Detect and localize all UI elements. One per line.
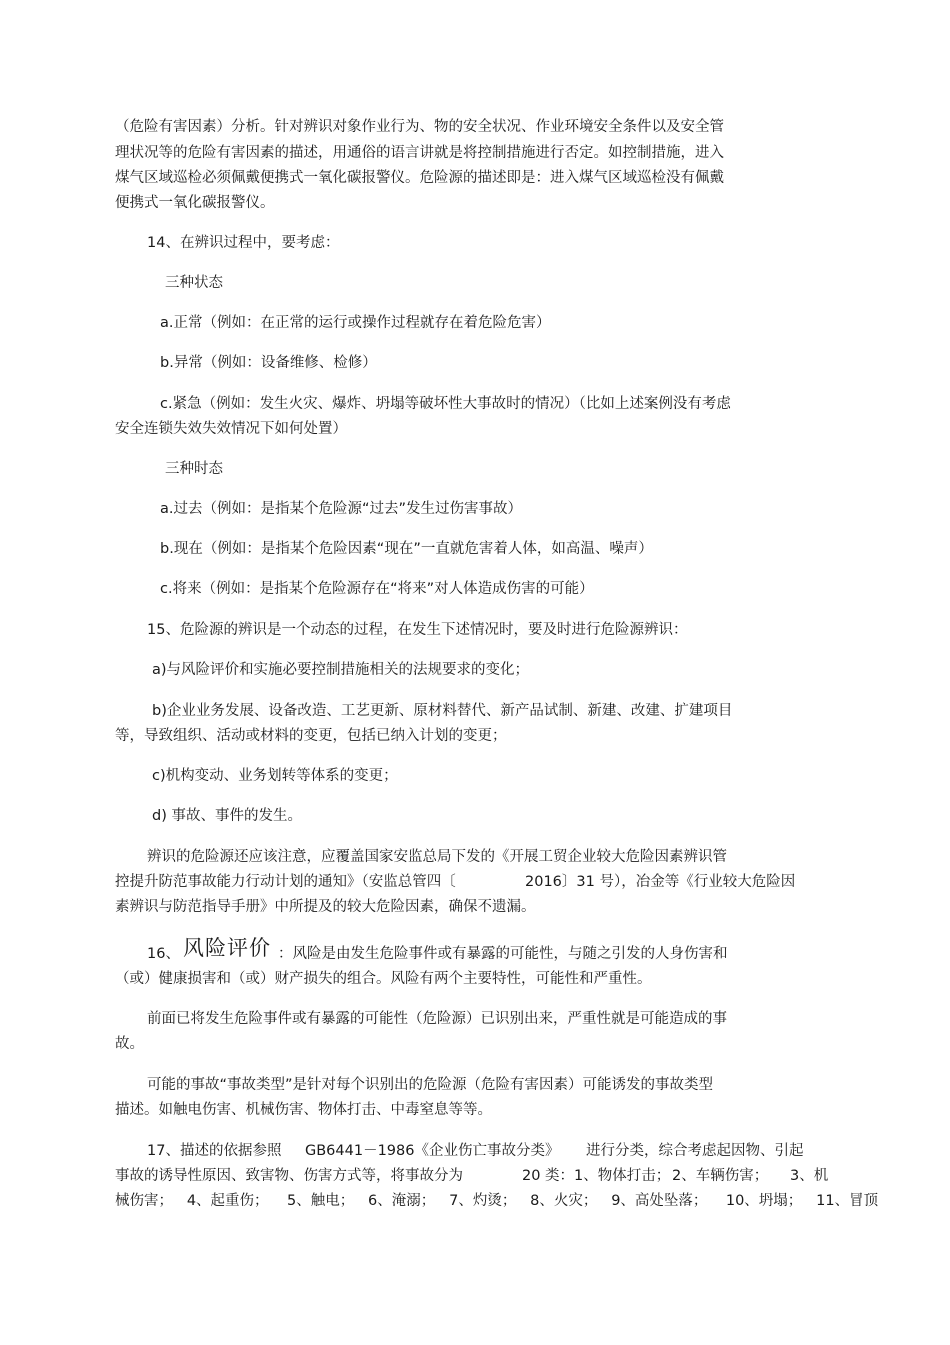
- intro-line-2: 理状况等的危险有害因素的描述，用通俗的语言讲就是将控制措施进行否定。如控制措施，进入: [115, 145, 724, 161]
- item15-b-line-1: b)企业业务发展、设备改造、工艺更新、原材料替代、新产品试制、新建、改建、扩建项目: [152, 703, 733, 719]
- item17-line-1a: 17、描述的依据参照: [147, 1143, 282, 1159]
- intro-line-1: （危险有害因素）分析。针对辨识对象作业行为、物的安全状况、作业环境安全条件以及安全管: [115, 119, 724, 135]
- item16-p3-line-1: 可能的事故“事故类型”是针对每个识别出的危险源（危险有害因素）可能诱发的事故类型: [147, 1077, 714, 1093]
- three-states-title: 三种状态: [165, 275, 223, 291]
- tense-c: c.将来（例如：是指某个危险源存在“将来”对人体造成伤害的可能）: [160, 581, 594, 597]
- intro-line-4: 便携式一氧化碳报警仪。: [115, 195, 275, 211]
- note-line-2a: 控提升防范事故能力行动计划的通知》（安监总管四〔: [115, 874, 456, 890]
- item17-line-2a: 事故的诱导性原因、致害物、伤害方式等，将事故分为: [115, 1168, 463, 1184]
- item15-c: c)机构变动、业务划转等体系的变更；: [152, 768, 398, 784]
- intro-line-3: 煤气区域巡检必须佩戴便携式一氧化碳报警仪。危险源的描述即是：进入煤气区域巡检没有佩戴: [115, 170, 724, 186]
- state-b: b.异常（例如：设备维修、检修）: [160, 355, 377, 371]
- tense-b: b.现在（例如：是指某个危险因素“现在”一直就危害着人体，如高温、噪声）: [160, 541, 653, 557]
- item17-line-3: 械伤害； 4、起重伤； 5、触电； 6、淹溺； 7、灼烫； 8、火灾； 9、高处坠落； 10、坍塌； 11、冒顶: [115, 1193, 879, 1209]
- item17-line-2d: 3、机: [790, 1168, 829, 1184]
- state-a: a.正常（例如：在正常的运行或操作过程就存在着危险危害）: [160, 315, 551, 331]
- three-tenses-title: 三种时态: [165, 461, 223, 477]
- item16-p3-line-2: 描述。如触电伤害、机械伤害、物体打击、中毒窒息等等。: [115, 1102, 492, 1118]
- item17-line-1c: 进行分类，综合考虑起因物、引起: [586, 1143, 804, 1159]
- item14-heading: 14、在辨识过程中，要考虑：: [147, 235, 340, 251]
- item16-number: 16、: [147, 946, 180, 962]
- item16-line-1: ：风险是由发生危险事件或有暴露的可能性，与随之引发的人身伤害和: [278, 946, 728, 962]
- item16-title: 风险评价: [183, 936, 271, 960]
- item15-d: d) 事故、事件的发生。: [152, 808, 302, 824]
- item16-line-2: （或）健康损害和（或）财产损失的组合。风险有两个主要特性，可能性和严重性。: [115, 971, 652, 987]
- state-c-line-1: c.紧急（例如：发生火灾、爆炸、坍塌等破坏性大事故时的情况）（比如上述案例没有考虑: [160, 396, 731, 412]
- item16-p2-line-1: 前面已将发生危险事件或有暴露的可能性（危险源）已识别出来，严重性就是可能造成的事: [147, 1011, 727, 1027]
- tense-a: a.过去（例如：是指某个危险源“过去”发生过伤害事故）: [160, 501, 523, 517]
- item17-line-2c: 2、车辆伤害；: [672, 1168, 769, 1184]
- note-line-3: 素辨识与防范指导手册》中所提及的较大危险因素，确保不遗漏。: [115, 899, 536, 915]
- item17-line-1b: GB6441－1986《企业伤亡事故分类》: [305, 1143, 560, 1159]
- item17-line-2b: 20 类：1、物体打击；: [522, 1168, 671, 1184]
- item15-a: a)与风险评价和实施必要控制措施相关的法规要求的变化；: [152, 662, 530, 678]
- note-line-1: 辨识的危险源还应该注意，应覆盖国家安监总局下发的《开展工贸企业较大危险因素辨识管: [147, 849, 727, 865]
- item15-b-line-2: 等，导致组织、活动或材料的变更，包括已纳入计划的变更；: [115, 728, 507, 744]
- item15-heading: 15、危险源的辨识是一个动态的过程，在发生下述情况时，要及时进行危险源辨识：: [147, 622, 688, 638]
- note-line-2b: 2016〕31 号），冶金等《行业较大危险因: [525, 874, 796, 890]
- item16-p2-line-2: 故。: [115, 1036, 144, 1052]
- state-c-line-2: 安全连锁失效失效情况下如何处置）: [115, 421, 347, 437]
